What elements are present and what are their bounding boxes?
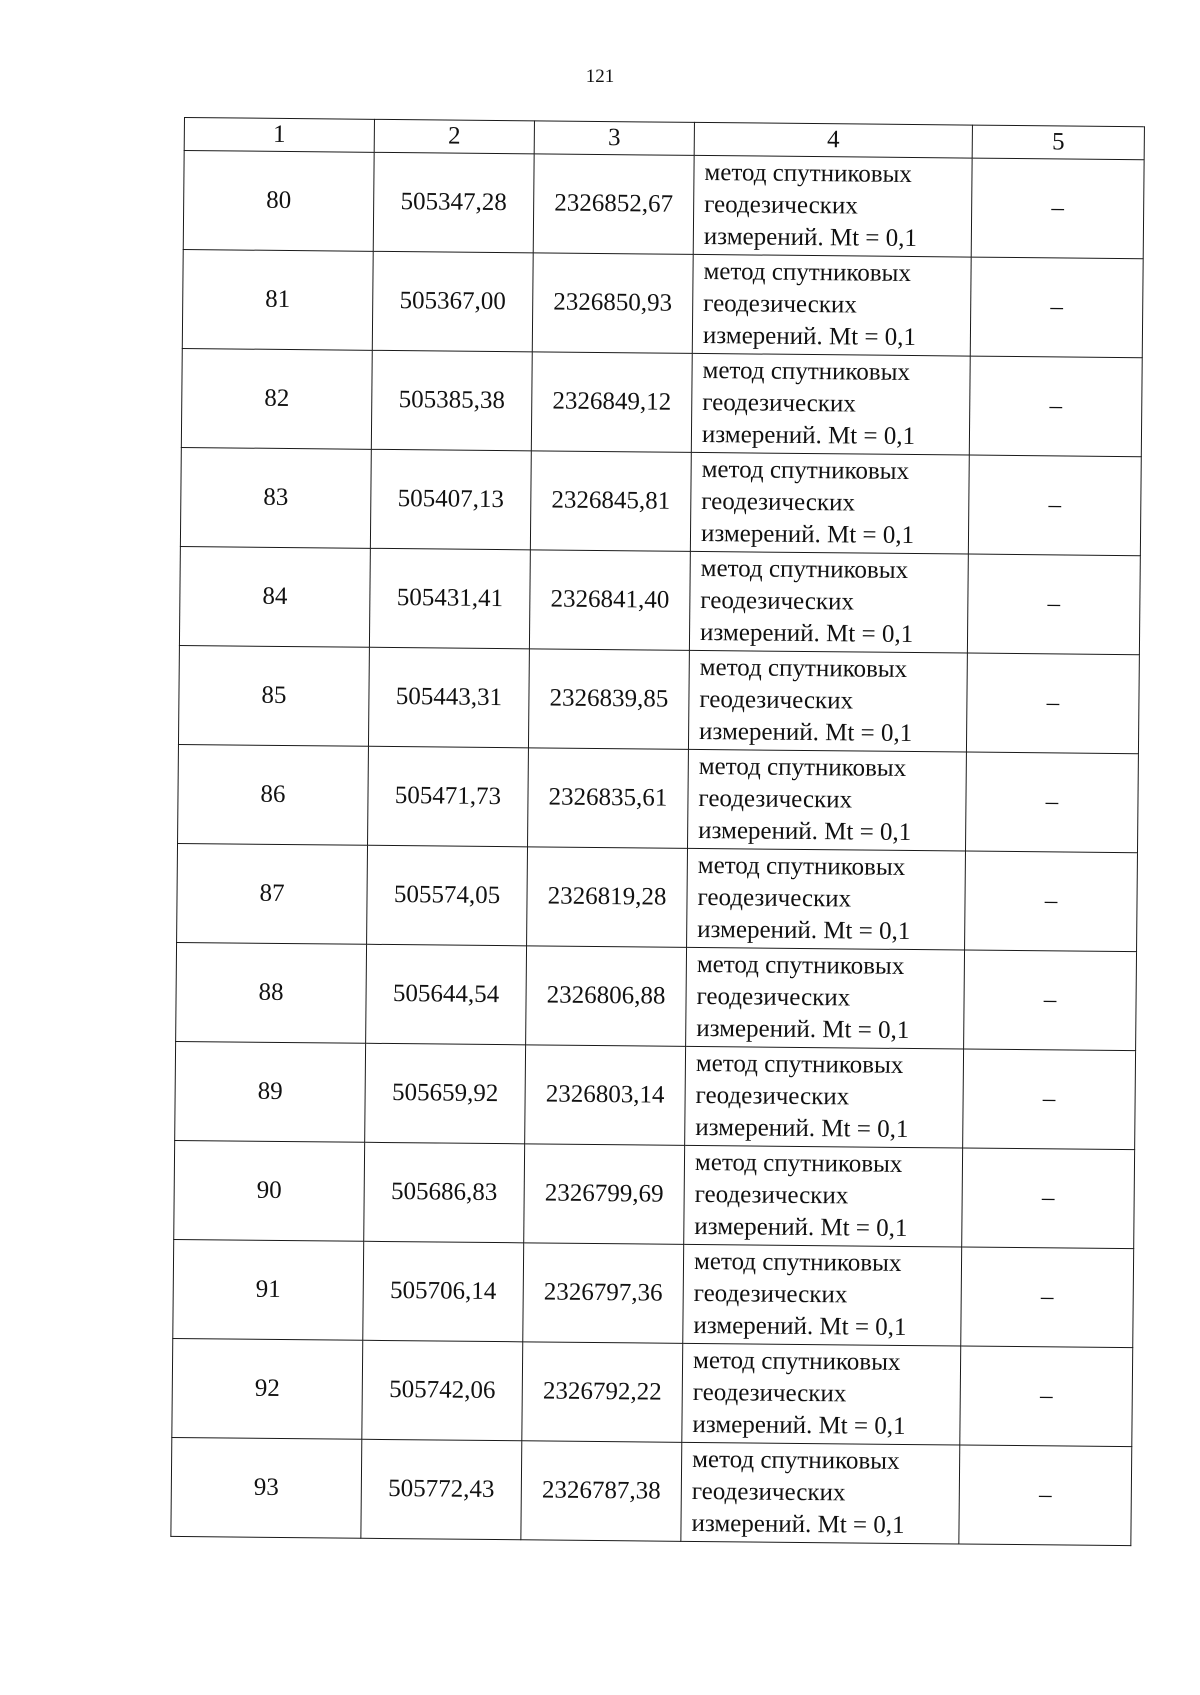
method-cell bbox=[687, 848, 966, 950]
table-row bbox=[172, 1338, 1133, 1446]
table-row bbox=[175, 1041, 1136, 1149]
x-coordinate-cell: 505686,83 bbox=[364, 1142, 525, 1243]
x-coordinate-cell: 505471,73 bbox=[368, 746, 529, 847]
method-line: метод спутниковых bbox=[698, 752, 907, 782]
point-number-cell: 93 bbox=[171, 1437, 362, 1538]
method-line: геодезических bbox=[695, 1081, 850, 1111]
y-coordinate-cell: 2326835,61 bbox=[528, 748, 689, 849]
method-line: измерений. Mt = 0,1 bbox=[698, 717, 913, 748]
method-line: геодезических bbox=[701, 487, 856, 517]
x-coordinate-cell: 505385,38 bbox=[371, 350, 532, 451]
note-cell: – bbox=[960, 1346, 1133, 1447]
point-number-cell: 91 bbox=[173, 1239, 364, 1340]
method-cell bbox=[688, 650, 967, 752]
method-line: геодезических bbox=[703, 289, 857, 319]
method-line: метод спутниковых bbox=[700, 554, 909, 584]
method-line: геодезических bbox=[693, 1279, 848, 1309]
table-row bbox=[176, 942, 1137, 1050]
point-number-cell: 86 bbox=[178, 744, 369, 845]
point-number-cell: 89 bbox=[175, 1041, 366, 1142]
x-coordinate-cell: 505431,41 bbox=[369, 548, 530, 649]
table-row bbox=[178, 645, 1139, 753]
x-coordinate-cell: 505772,43 bbox=[361, 1439, 522, 1540]
method-cell bbox=[686, 947, 965, 1049]
x-coordinate-cell: 505574,05 bbox=[367, 845, 528, 946]
method-line: измерений. Mt = 0,1 bbox=[691, 1509, 905, 1539]
y-coordinate-cell: 2326845,81 bbox=[530, 451, 691, 552]
method-line: измерений. Mt = 0,1 bbox=[702, 321, 917, 352]
table-row bbox=[181, 348, 1142, 456]
point-number-cell: 83 bbox=[180, 447, 371, 548]
method-cell bbox=[685, 1046, 964, 1148]
y-coordinate-cell: 2326806,88 bbox=[526, 946, 687, 1047]
note-cell: – bbox=[967, 554, 1140, 655]
point-number-cell: 80 bbox=[183, 151, 374, 252]
y-coordinate-cell: 2326819,28 bbox=[527, 847, 688, 948]
point-number-cell: 92 bbox=[172, 1338, 363, 1439]
x-coordinate-cell: 505407,13 bbox=[370, 449, 531, 550]
note-cell: – bbox=[969, 356, 1142, 457]
method-line: измерений. Mt = 0,1 bbox=[696, 1014, 910, 1045]
y-coordinate-cell: 2326797,36 bbox=[523, 1243, 684, 1344]
header-col-1: 1 bbox=[184, 118, 374, 153]
y-coordinate-cell: 2326852,67 bbox=[533, 154, 694, 255]
note-cell: – bbox=[965, 752, 1138, 853]
method-line: измерений. Mt = 0,1 bbox=[697, 915, 911, 946]
x-coordinate-cell: 505443,31 bbox=[368, 647, 529, 748]
x-coordinate-cell: 505644,54 bbox=[366, 944, 527, 1045]
method-line: геодезических bbox=[702, 388, 856, 418]
y-coordinate-cell: 2326841,40 bbox=[529, 550, 690, 651]
y-coordinate-cell: 2326799,69 bbox=[524, 1144, 685, 1245]
note-cell: – bbox=[968, 455, 1141, 556]
table-row bbox=[180, 447, 1141, 555]
point-number-cell: 87 bbox=[177, 843, 368, 944]
y-coordinate-cell: 2326803,14 bbox=[525, 1045, 686, 1146]
method-line: геодезических bbox=[694, 1180, 849, 1210]
method-line: метод спутниковых bbox=[697, 851, 906, 881]
method-line: измерений. Mt = 0,1 bbox=[699, 618, 914, 649]
header-col-5: 5 bbox=[972, 125, 1144, 160]
method-line: измерений. Mt = 0,1 bbox=[700, 519, 915, 550]
point-number-cell: 82 bbox=[181, 348, 372, 449]
method-line: геодезических bbox=[696, 982, 851, 1012]
method-line: геодезических bbox=[698, 784, 853, 814]
method-line: геодезических bbox=[691, 1477, 846, 1507]
table-row bbox=[173, 1239, 1134, 1347]
x-coordinate-cell: 505367,00 bbox=[372, 251, 533, 352]
table-row bbox=[171, 1437, 1132, 1545]
y-coordinate-cell: 2326850,93 bbox=[532, 253, 693, 354]
coordinates-table bbox=[170, 117, 1145, 1546]
method-line: измерений. Mt = 0,1 bbox=[701, 420, 916, 451]
note-cell: – bbox=[963, 1049, 1136, 1150]
note-cell: – bbox=[970, 257, 1143, 358]
note-cell: – bbox=[962, 1148, 1135, 1249]
y-coordinate-cell: 2326787,38 bbox=[521, 1441, 682, 1542]
method-line: измерений. Mt = 0,1 bbox=[695, 1113, 909, 1143]
note-cell: – bbox=[971, 158, 1144, 259]
y-coordinate-cell: 2326792,22 bbox=[522, 1342, 683, 1443]
method-cell bbox=[682, 1343, 961, 1445]
method-line: измерений. Mt = 0,1 bbox=[698, 816, 912, 847]
table-body bbox=[171, 151, 1144, 1546]
method-line: измерений. Mt = 0,1 bbox=[694, 1212, 908, 1242]
note-cell: – bbox=[961, 1247, 1134, 1348]
method-line: геодезических bbox=[700, 586, 855, 616]
x-coordinate-cell: 505706,14 bbox=[363, 1241, 524, 1342]
method-line: метод спутниковых bbox=[693, 1247, 902, 1277]
method-cell bbox=[692, 254, 971, 356]
method-line: измерений. Mt = 0,1 bbox=[703, 222, 918, 253]
note-cell: – bbox=[959, 1445, 1132, 1546]
method-cell bbox=[688, 749, 967, 851]
method-line: метод спутниковых bbox=[694, 1148, 903, 1178]
table-row bbox=[182, 249, 1143, 357]
x-coordinate-cell: 505742,06 bbox=[362, 1340, 523, 1441]
method-line: метод спутниковых bbox=[704, 158, 913, 188]
point-number-cell: 84 bbox=[179, 546, 370, 647]
method-line: метод спутниковых bbox=[692, 1346, 901, 1376]
header-col-2: 2 bbox=[374, 119, 534, 154]
table-row bbox=[183, 151, 1144, 259]
method-cell bbox=[684, 1145, 963, 1247]
point-number-cell: 81 bbox=[182, 249, 373, 350]
method-line: измерений. Mt = 0,1 bbox=[693, 1311, 907, 1341]
method-line: геодезических bbox=[697, 883, 852, 913]
x-coordinate-cell: 505659,92 bbox=[365, 1043, 526, 1144]
method-cell bbox=[683, 1244, 962, 1346]
header-col-4: 4 bbox=[694, 122, 972, 158]
note-cell: – bbox=[964, 950, 1137, 1051]
method-line: метод спутниковых bbox=[696, 950, 905, 980]
point-number-cell: 88 bbox=[176, 942, 367, 1043]
method-cell bbox=[693, 155, 972, 257]
method-line: геодезических bbox=[692, 1378, 847, 1408]
note-cell: – bbox=[966, 653, 1139, 754]
method-line: метод спутниковых bbox=[695, 1049, 904, 1079]
method-line: метод спутниковых bbox=[692, 1445, 900, 1475]
method-line: метод спутниковых bbox=[699, 653, 908, 683]
point-number-cell: 90 bbox=[174, 1140, 365, 1241]
y-coordinate-cell: 2326849,12 bbox=[531, 352, 692, 453]
x-coordinate-cell: 505347,28 bbox=[373, 152, 534, 253]
method-cell bbox=[689, 551, 968, 653]
table-row bbox=[177, 843, 1138, 951]
method-line: метод спутниковых bbox=[703, 257, 912, 287]
method-cell bbox=[681, 1442, 960, 1544]
method-line: измерений. Mt = 0,1 bbox=[692, 1410, 906, 1440]
point-number-cell: 85 bbox=[178, 645, 369, 746]
note-cell: – bbox=[965, 851, 1138, 952]
header-col-3: 3 bbox=[534, 121, 694, 156]
y-coordinate-cell: 2326839,85 bbox=[528, 649, 689, 750]
table-row bbox=[174, 1140, 1135, 1248]
method-cell bbox=[690, 452, 969, 554]
method-line: метод спутниковых bbox=[701, 455, 910, 485]
method-cell bbox=[691, 353, 970, 455]
method-line: метод спутниковых bbox=[702, 356, 911, 386]
method-line: геодезических bbox=[704, 190, 858, 220]
table-row bbox=[179, 546, 1140, 654]
table-row bbox=[178, 744, 1139, 852]
page-number: 121 bbox=[585, 66, 615, 87]
method-line: геодезических bbox=[699, 685, 854, 715]
